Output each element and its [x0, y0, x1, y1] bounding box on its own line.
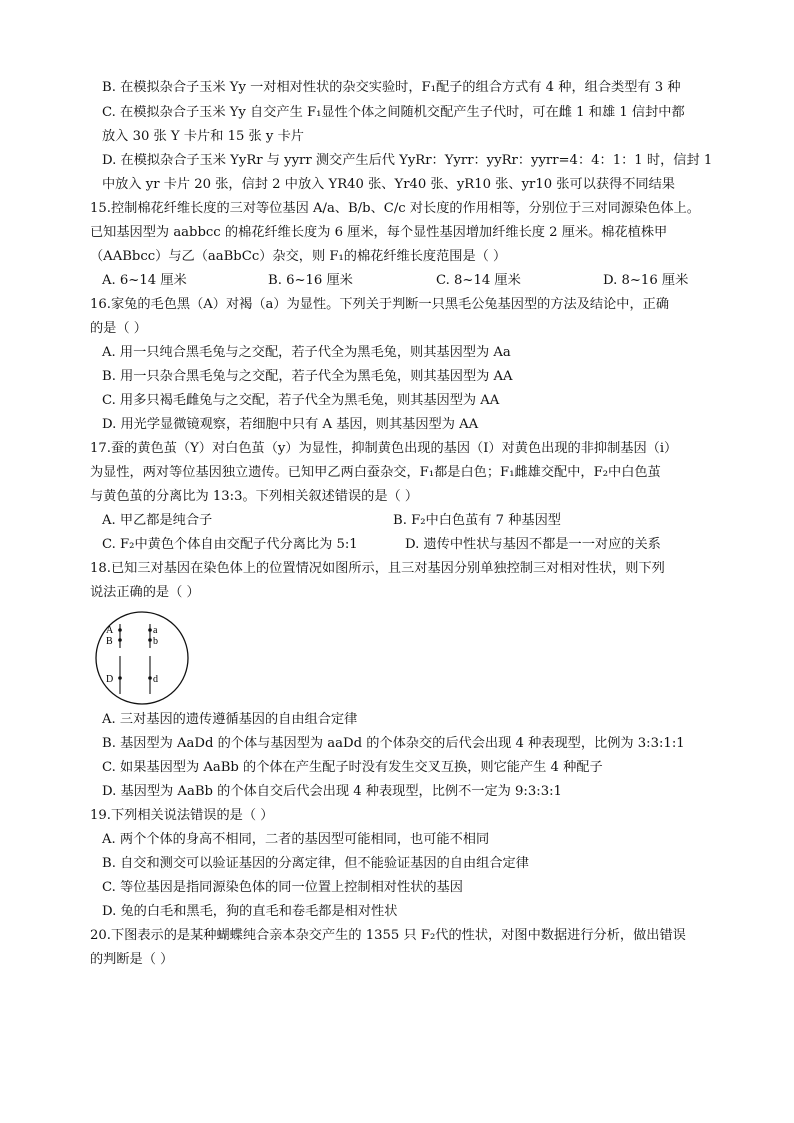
q15-stem-line1: 15.控制棉花纤维长度的三对等位基因 A/a、B/b、C/c 对长度的作用相等，分别位于三对同源染色体上。	[90, 201, 700, 216]
q18-stem-line2: 说法正确的是（ ）	[90, 585, 200, 600]
gene-label-B: B	[106, 636, 113, 647]
q17-option-d: D. 遗传中性状与基因不都是一一对应的关系	[405, 537, 661, 552]
locus-dot-b-right	[148, 638, 152, 642]
q16-option-b: B. 用一只杂合黑毛兔与之交配，若子代全为黑毛兔，则其基因型为 AA	[102, 369, 513, 384]
q18-stem-line1: 18.已知三对基因在染色体上的位置情况如图所示，且三对基因分别单独控制三对相对性状，则下列	[90, 561, 665, 576]
q18-option-c: C. 如果基因型为 AaBb 的个体在产生配子时没有发生交叉互换，则它能产生 4 种配子	[102, 760, 603, 775]
locus-dot-b-upper	[118, 638, 122, 642]
q20-stem-line2: 的判断是（ ）	[90, 952, 174, 967]
q14-option-d-line2: 中放入 yr 卡片 20 张，信封 2 中放入 YR40 张、Yr40 张、yR10 张、yr10 张可以获得不同结果	[102, 177, 675, 192]
gene-label-d: d	[153, 674, 158, 685]
chromosome-diagram	[92, 610, 192, 706]
q19-option-a: A. 两个个体的身高不相同，二者的基因型可能相同，也可能不相同	[102, 832, 490, 847]
q16-option-d: D. 用光学显微镜观察，若细胞中只有 A 基因，则其基因型为 AA	[102, 417, 479, 432]
gene-label-D: D	[106, 674, 114, 685]
gene-label-A: A	[106, 625, 114, 636]
q19-option-d: D. 兔的白毛和黑毛，狗的直毛和卷毛都是相对性状	[102, 904, 398, 919]
gene-label-a: a	[153, 625, 158, 636]
q15-option-c: C. 8~14 厘米	[436, 273, 521, 288]
q16-option-c: C. 用多只褐毛雌兔与之交配，若子代全为黑毛兔，则其基因型为 AA	[102, 393, 500, 408]
q18-option-a: A. 三对基因的遗传遵循基因的自由组合定律	[102, 712, 358, 727]
locus-dot-a-upper	[118, 628, 122, 632]
locus-dot-d-left	[118, 676, 122, 680]
gene-label-b: b	[153, 636, 158, 647]
locus-dot-d-right	[148, 676, 152, 680]
q18-option-b: B. 基因型为 AaDd 的个体与基因型为 aaDd 的个体杂交的后代会出现 4 种表现型，比例为 3:3:1:1	[102, 736, 685, 751]
q16-stem-line2: 的是（ ）	[90, 321, 147, 336]
q15-option-d: D. 8~16 厘米	[603, 273, 689, 288]
q19-stem: 19.下列相关说法错误的是（ ）	[90, 808, 274, 823]
q17-stem-line2: 为显性，两对等位基因独立遗传。已知甲乙两白蚕杂交，F₁都是白色；F₁雌雄交配中，F₂中白色茧	[90, 465, 661, 480]
q17-option-b: B. F₂中白色茧有 7 种基因型	[393, 513, 561, 528]
q19-option-b: B. 自交和测交可以验证基因的分离定律，但不能验证基因的自由组合定律	[102, 856, 529, 871]
q15-option-b: B. 6~16 厘米	[268, 273, 353, 288]
q14-option-c-line2: 放入 30 张 Y 卡片和 15 张 y 卡片	[102, 129, 304, 144]
q14-option-d-line1: D. 在模拟杂合子玉米 YyRr 与 yyrr 测交产生后代 YyRr：Yyrr：yyRr：yyrr=4：4：1：1 时，信封 1	[102, 153, 713, 168]
q15-stem-line3: （AABbcc）与乙（aaBbCc）杂交，则 F₁的棉花纤维长度范围是（ ）	[90, 249, 507, 264]
q16-stem-line1: 16.家兔的毛色黑（A）对褐（a）为显性。下列关于判断一只黑毛公兔基因型的方法及结论中，正确	[90, 297, 670, 312]
q17-option-a: A. 甲乙都是纯合子	[102, 513, 213, 528]
q14-option-b: B. 在模拟杂合子玉米 Yy 一对相对性状的杂交实验时，F₁配子的组合方式有 4 种，组合类型有 3 种	[102, 80, 681, 95]
q18-option-d: D. 基因型为 AaBb 的个体自交后代会出现 4 种表现型，比例不一定为 9:3:3:1	[102, 784, 562, 799]
q15-option-a: A. 6~14 厘米	[102, 273, 187, 288]
q17-stem-line3: 与黄色茧的分离比为 13:3。下列相关叙述错误的是（ ）	[90, 489, 419, 504]
q15-stem-line2: 已知基因型为 aabbcc 的棉花纤维长度为 6 厘米，每个显性基因增加纤维长度 2 厘米。棉花植株甲	[90, 225, 668, 240]
q19-option-c: C. 等位基因是指同源染色体的同一位置上控制相对性状的基因	[102, 880, 463, 895]
q16-option-a: A. 用一只纯合黑毛兔与之交配，若子代全为黑毛兔，则其基因型为 Aa	[102, 345, 511, 360]
locus-dot-a-right	[148, 628, 152, 632]
q17-option-c: C. F₂中黄色个体自由交配子代分离比为 5:1	[102, 537, 358, 552]
q20-stem-line1: 20.下图表示的是某种蝴蝶纯合亲本杂交产生的 1355 只 F₂代的性状，对图中数据进行分析，做出错误	[90, 928, 686, 943]
q17-stem-line1: 17.蚕的黄色茧（Y）对白色茧（y）为显性，抑制黄色出现的基因（I）对黄色出现的非抑制基因（i）	[90, 441, 678, 456]
q14-option-c-line1: C. 在模拟杂合子玉米 Yy 自交产生 F₁显性个体之间随机交配产生子代时，可在雌 1 和雄 1 信封中都	[102, 105, 685, 120]
